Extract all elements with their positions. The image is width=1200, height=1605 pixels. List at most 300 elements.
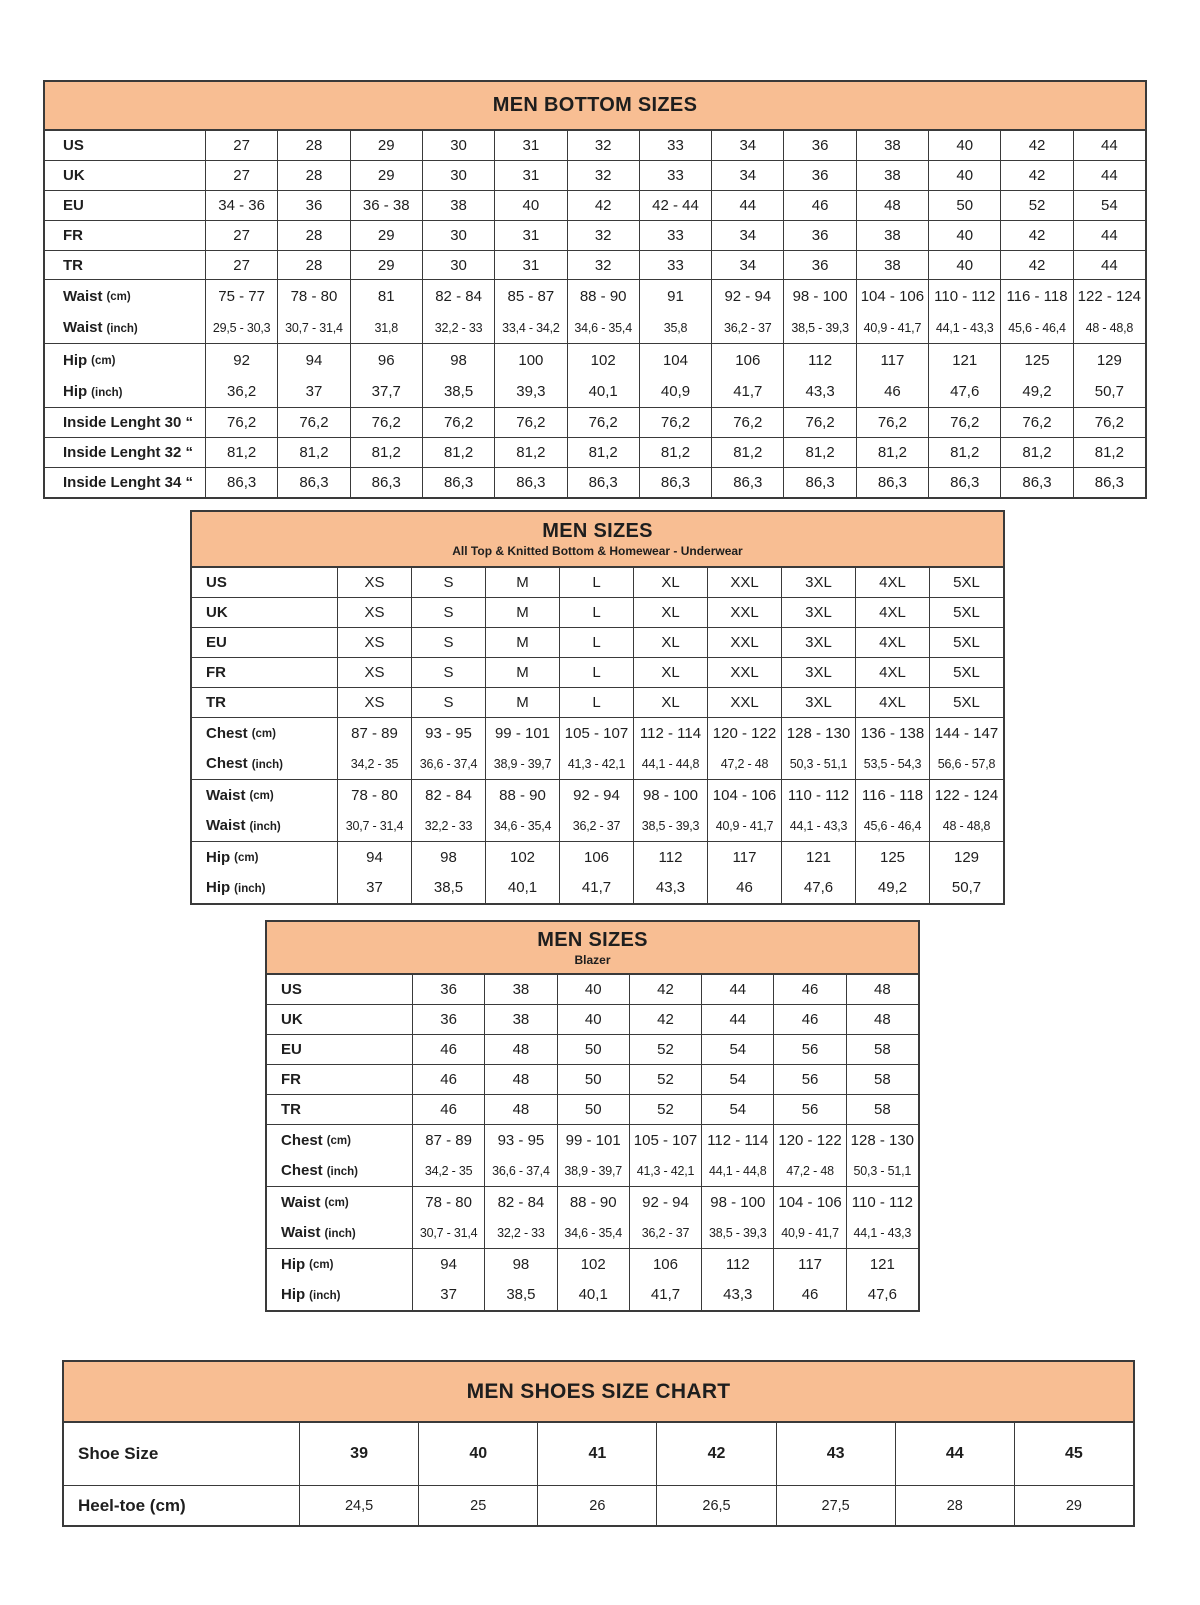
table-cell: 48 [846, 1005, 918, 1034]
table-cell: 58 [846, 1095, 918, 1124]
table-row [192, 873, 1003, 904]
table-cell: 37 [412, 1280, 484, 1311]
men-sizes-blazer-table [265, 920, 920, 1312]
table-cell: 92 - 94 [711, 280, 783, 312]
table-cell: 36,2 [205, 376, 277, 408]
table-cell: 31 [494, 251, 566, 280]
table-section [192, 779, 1003, 841]
table-cell: 4XL [855, 568, 929, 597]
table-cell: 81,2 [494, 438, 566, 467]
table-cell: 44 [1073, 161, 1145, 190]
table-cell: 40,1 [485, 873, 559, 904]
table-cell: 36 [783, 161, 855, 190]
table-cell: 34,6 - 35,4 [557, 1218, 629, 1249]
table-cell: 34 - 36 [205, 191, 277, 220]
table-cell: 105 - 107 [629, 1125, 701, 1156]
table-cell: 53,5 - 54,3 [855, 749, 929, 780]
table-section [192, 687, 1003, 717]
table-section [192, 597, 1003, 627]
table-row [192, 598, 1003, 627]
table-cell: 43,3 [633, 873, 707, 904]
table-row [45, 312, 1145, 344]
row-label-text: Hip [206, 848, 231, 866]
row-label-unit: (inch) [234, 882, 266, 895]
row-label-text: Hip [281, 1255, 306, 1273]
table-cell: 117 [856, 344, 928, 376]
table-cell: 98 - 100 [783, 280, 855, 312]
table-cell: 36,6 - 37,4 [411, 749, 485, 780]
table-cell: 4XL [855, 658, 929, 687]
table-cell: 46 [412, 1035, 484, 1064]
table-cell: 48 [484, 1095, 556, 1124]
table-cell: M [485, 658, 559, 687]
table-cell: 98 - 100 [633, 780, 707, 811]
table-cell: XL [633, 628, 707, 657]
table-section [267, 1124, 918, 1186]
row-label-unit: (inch) [309, 1289, 341, 1302]
table-section [45, 279, 1145, 343]
table-cell: 81,2 [277, 438, 349, 467]
table-cell: 99 - 101 [485, 718, 559, 749]
table-cell: 43 [776, 1423, 895, 1485]
table-cell: XS [337, 688, 411, 717]
table-cell: 29 [350, 131, 422, 160]
table-cell: 31 [494, 131, 566, 160]
row-label [192, 842, 337, 873]
table-cell: 38,5 [484, 1280, 556, 1311]
table-section [267, 1064, 918, 1094]
table-cell: L [559, 658, 633, 687]
table-cell: 102 [567, 344, 639, 376]
table-cell: 40 [928, 131, 1000, 160]
table-section [45, 131, 1145, 160]
table-cell: 128 - 130 [846, 1125, 918, 1156]
row-label-text: US [63, 136, 84, 154]
row-label-text: Inside Lenght 34 “ [63, 474, 194, 492]
row-label-text: UK [63, 166, 85, 184]
table-cell: 35,8 [639, 312, 711, 344]
table-cell: 42 [656, 1423, 775, 1485]
row-label-text: TR [281, 1101, 301, 1118]
table-cell: XXL [707, 658, 781, 687]
table-cell: 56 [773, 1035, 845, 1064]
table-cell: 36 [783, 251, 855, 280]
table-cell: 92 - 94 [559, 780, 633, 811]
table-cell: 47,6 [928, 376, 1000, 408]
table-cell: L [559, 598, 633, 627]
table-cell: 40 [557, 1005, 629, 1034]
table-cell: 117 [707, 842, 781, 873]
table-cell: 29 [350, 251, 422, 280]
men-sizes-top-underwear-header [192, 512, 1003, 568]
table-cell: 29,5 - 30,3 [205, 312, 277, 344]
table-cell: 46 [773, 975, 845, 1004]
table-row [45, 438, 1145, 467]
table-section [267, 1248, 918, 1310]
table-row [45, 408, 1145, 437]
table-cell: 29 [350, 161, 422, 190]
table-cell: 47,6 [846, 1280, 918, 1311]
table-cell: 81,2 [350, 438, 422, 467]
table-cell: 52 [629, 1035, 701, 1064]
table-cell: 76,2 [856, 408, 928, 437]
table-cell: 76,2 [928, 408, 1000, 437]
table-cell: 34,2 - 35 [412, 1156, 484, 1187]
table-cell: M [485, 688, 559, 717]
table-cell: 104 - 106 [773, 1187, 845, 1218]
table-cell: 50 [557, 1065, 629, 1094]
table-section [192, 627, 1003, 657]
row-label-unit: (inch) [326, 1165, 358, 1178]
row-label-text: US [281, 981, 302, 998]
table-section [267, 1186, 918, 1248]
table-cell: 34,6 - 35,4 [567, 312, 639, 344]
table-section [267, 1034, 918, 1064]
table-cell: XS [337, 568, 411, 597]
table-cell: 38,9 - 39,7 [557, 1156, 629, 1187]
table-cell: 32 [567, 131, 639, 160]
table-cell: 4XL [855, 598, 929, 627]
table-cell: 96 [350, 344, 422, 376]
table-cell: 81,2 [1073, 438, 1145, 467]
table-cell: M [485, 568, 559, 597]
table-cell: 27 [205, 251, 277, 280]
table-section [45, 160, 1145, 190]
table-cell: 50 [557, 1095, 629, 1124]
table-cell: 42 [1000, 251, 1072, 280]
table-cell: 28 [277, 161, 349, 190]
row-label-unit: (cm) [326, 1135, 351, 1148]
table-cell: 121 [846, 1249, 918, 1280]
table-cell: XXL [707, 598, 781, 627]
table-cell: 112 [633, 842, 707, 873]
table-cell: 29 [1014, 1486, 1133, 1525]
table-row [45, 251, 1145, 280]
table-cell: 81,2 [1000, 438, 1072, 467]
table-cell: 129 [929, 842, 1003, 873]
table-cell: S [411, 688, 485, 717]
table-cell: 5XL [929, 568, 1003, 597]
row-label [192, 658, 337, 687]
table-cell: 86,3 [350, 468, 422, 497]
row-label-text: Chest [206, 755, 248, 773]
table-cell: 82 - 84 [422, 280, 494, 312]
table-section [267, 975, 918, 1004]
table-cell: 34,6 - 35,4 [485, 811, 559, 842]
table-cell: 76,2 [422, 408, 494, 437]
table-cell: S [411, 658, 485, 687]
table-cell: 38,5 [411, 873, 485, 904]
table-cell: 58 [846, 1035, 918, 1064]
men-sizes-blazer-body [267, 975, 918, 1310]
table-cell: 81,2 [783, 438, 855, 467]
row-label-text: Waist [206, 786, 246, 804]
table-cell: 121 [928, 344, 1000, 376]
table-row [192, 749, 1003, 780]
table-cell: 40,9 - 41,7 [856, 312, 928, 344]
table-cell: 38,5 - 39,3 [783, 312, 855, 344]
row-label-text: UK [206, 604, 228, 621]
table-cell: 42 [629, 1005, 701, 1034]
table-cell: 93 - 95 [411, 718, 485, 749]
table-row [45, 191, 1145, 220]
row-label [267, 1095, 412, 1124]
table-section [45, 220, 1145, 250]
table-cell: 37 [277, 376, 349, 408]
table-cell: 45,6 - 46,4 [855, 811, 929, 842]
table-cell: 38 [484, 1005, 556, 1034]
table-cell: 76,2 [783, 408, 855, 437]
table-cell: 33 [639, 251, 711, 280]
table-cell: 48 [856, 191, 928, 220]
row-label-text: Inside Lenght 30 “ [63, 414, 194, 432]
table-cell: 78 - 80 [412, 1187, 484, 1218]
row-label-text: Hip [281, 1286, 306, 1304]
row-label-text: Waist [281, 1224, 321, 1242]
table-row [192, 780, 1003, 811]
table-row [267, 1065, 918, 1094]
men-sizes-top-underwear-body [192, 568, 1003, 903]
row-label-unit: (cm) [251, 728, 276, 741]
table-cell: 122 - 124 [929, 780, 1003, 811]
table-cell: 38,5 - 39,3 [633, 811, 707, 842]
table-cell: 36 [277, 191, 349, 220]
table-cell: 38 [856, 221, 928, 250]
row-label [267, 1005, 412, 1034]
table-cell: 34,2 - 35 [337, 749, 411, 780]
table-cell: XL [633, 658, 707, 687]
table-cell: 104 - 106 [707, 780, 781, 811]
table-cell: 116 - 118 [1000, 280, 1072, 312]
row-label [267, 1035, 412, 1064]
table-cell: 47,2 - 48 [773, 1156, 845, 1187]
table-cell: 42 [629, 975, 701, 1004]
table-cell: 34 [711, 221, 783, 250]
table-cell: 76,2 [711, 408, 783, 437]
table-cell: 37 [337, 873, 411, 904]
table-cell: 5XL [929, 628, 1003, 657]
table-cell: 104 [639, 344, 711, 376]
table-cell: 40,9 - 41,7 [707, 811, 781, 842]
table-cell: 36 [783, 221, 855, 250]
table-cell: 27 [205, 221, 277, 250]
table-cell: L [559, 628, 633, 657]
table-cell: 85 - 87 [494, 280, 566, 312]
table-cell: 28 [277, 131, 349, 160]
table-cell: 41,7 [711, 376, 783, 408]
row-label [64, 1486, 299, 1525]
table-cell: 38,5 - 39,3 [701, 1218, 773, 1249]
table-cell: 82 - 84 [484, 1187, 556, 1218]
table-cell: 102 [557, 1249, 629, 1280]
table-cell: 36 [412, 975, 484, 1004]
table-cell: 87 - 89 [337, 718, 411, 749]
row-label [45, 468, 205, 497]
table-cell: 36,2 - 37 [711, 312, 783, 344]
table-row [192, 658, 1003, 687]
table-cell: 36 - 38 [350, 191, 422, 220]
table-cell: 42 [567, 191, 639, 220]
row-label-unit: (inch) [324, 1227, 356, 1240]
table-cell: 43,3 [783, 376, 855, 408]
table-cell: 86,3 [1000, 468, 1072, 497]
table-cell: 86,3 [567, 468, 639, 497]
table-section [64, 1485, 1133, 1525]
table-cell: 81 [350, 280, 422, 312]
table-cell: XL [633, 688, 707, 717]
table-cell: 44 [1073, 131, 1145, 160]
row-label [45, 131, 205, 160]
table-row [267, 1187, 918, 1218]
row-label [192, 718, 337, 749]
row-label-text: Chest [281, 1162, 323, 1180]
table-cell: 75 - 77 [205, 280, 277, 312]
row-label [45, 312, 205, 344]
table-cell: 78 - 80 [337, 780, 411, 811]
table-cell: 44,1 - 44,8 [633, 749, 707, 780]
row-label-unit: (cm) [91, 355, 116, 368]
table-cell: 47,2 - 48 [707, 749, 781, 780]
row-label-text: TR [63, 256, 83, 274]
table-cell: 86,3 [783, 468, 855, 497]
table-cell: 49,2 [855, 873, 929, 904]
table-cell: 48 [484, 1035, 556, 1064]
table-cell: 5XL [929, 658, 1003, 687]
table-cell: 94 [277, 344, 349, 376]
table-cell: 45 [1014, 1423, 1133, 1485]
row-label [192, 568, 337, 597]
table-cell: 40 [418, 1423, 537, 1485]
table-cell: 117 [773, 1249, 845, 1280]
table-cell: 24,5 [299, 1486, 418, 1525]
men-shoes-size-chart-body [64, 1423, 1133, 1525]
table-section [192, 841, 1003, 903]
table-cell: 30,7 - 31,4 [412, 1218, 484, 1249]
row-label [45, 408, 205, 437]
table-subtitle: Blazer [574, 952, 611, 967]
table-cell: 33,4 - 34,2 [494, 312, 566, 344]
table-row [267, 1005, 918, 1034]
table-row [192, 568, 1003, 597]
table-cell: 30 [422, 131, 494, 160]
table-cell: 44,1 - 43,3 [928, 312, 1000, 344]
table-row [267, 1280, 918, 1311]
row-label [267, 1187, 412, 1218]
table-cell: 91 [639, 280, 711, 312]
table-cell: 28 [277, 221, 349, 250]
table-row [192, 842, 1003, 873]
table-row [45, 280, 1145, 312]
table-cell: 98 - 100 [701, 1187, 773, 1218]
row-label [45, 438, 205, 467]
table-row [45, 468, 1145, 497]
table-cell: 50 [557, 1035, 629, 1064]
table-cell: 76,2 [1073, 408, 1145, 437]
table-cell: 3XL [781, 598, 855, 627]
table-row [45, 161, 1145, 190]
table-cell: 40 [928, 221, 1000, 250]
table-cell: 46 [412, 1065, 484, 1094]
table-cell: 54 [701, 1065, 773, 1094]
table-cell: 50,7 [929, 873, 1003, 904]
table-cell: XXL [707, 688, 781, 717]
men-shoes-size-chart-table [62, 1360, 1135, 1527]
table-cell: 38,9 - 39,7 [485, 749, 559, 780]
table-cell: 30 [422, 251, 494, 280]
table-cell: S [411, 628, 485, 657]
table-cell: 32 [567, 161, 639, 190]
table-cell: 102 [485, 842, 559, 873]
table-cell: 52 [1000, 191, 1072, 220]
table-cell: 32,2 - 33 [411, 811, 485, 842]
table-section [192, 717, 1003, 779]
table-cell: 56,6 - 57,8 [929, 749, 1003, 780]
table-cell: 44 [1073, 221, 1145, 250]
table-cell: 81,2 [856, 438, 928, 467]
table-cell: 93 - 95 [484, 1125, 556, 1156]
table-cell: 81,2 [567, 438, 639, 467]
table-cell: 104 - 106 [856, 280, 928, 312]
table-cell: 44,1 - 44,8 [701, 1156, 773, 1187]
table-cell: 86,3 [494, 468, 566, 497]
table-title: MEN SHOES SIZE CHART [466, 1379, 731, 1403]
row-label-text: FR [206, 664, 226, 681]
men-sizes-top-underwear-table [190, 510, 1005, 905]
table-row [267, 1156, 918, 1187]
table-cell: 52 [629, 1095, 701, 1124]
table-cell: 32,2 - 33 [422, 312, 494, 344]
table-cell: 86,3 [205, 468, 277, 497]
table-cell: 27 [205, 161, 277, 190]
table-row [64, 1423, 1133, 1485]
table-cell: 86,3 [639, 468, 711, 497]
table-cell: 32 [567, 221, 639, 250]
table-cell: 112 - 114 [633, 718, 707, 749]
table-cell: 50,3 - 51,1 [781, 749, 855, 780]
table-row [64, 1486, 1133, 1525]
table-row [267, 1218, 918, 1249]
row-label-text: Waist [63, 319, 103, 337]
table-title: MEN SIZES [542, 520, 653, 542]
table-cell: 36,2 - 37 [629, 1218, 701, 1249]
table-cell: 39 [299, 1423, 418, 1485]
table-cell: 38 [856, 131, 928, 160]
table-cell: 40,9 - 41,7 [773, 1218, 845, 1249]
table-cell: 46 [773, 1280, 845, 1311]
row-label-text: Inside Lenght 32 “ [63, 444, 194, 462]
row-label [45, 376, 205, 408]
table-row [192, 718, 1003, 749]
table-cell: 32 [567, 251, 639, 280]
table-cell: 42 [1000, 221, 1072, 250]
table-cell: 38 [856, 251, 928, 280]
table-cell: 34 [711, 131, 783, 160]
table-cell: 27 [205, 131, 277, 160]
table-cell: 88 - 90 [557, 1187, 629, 1218]
row-label-text: Waist [206, 817, 246, 835]
table-section [45, 437, 1145, 467]
table-cell: 112 - 114 [701, 1125, 773, 1156]
men-bottom-sizes-header [45, 82, 1145, 131]
table-cell: 48 - 48,8 [929, 811, 1003, 842]
table-cell: 106 [711, 344, 783, 376]
table-cell: XS [337, 658, 411, 687]
table-cell: 41,3 - 42,1 [629, 1156, 701, 1187]
table-subtitle: All Top & Knitted Bottom & Homewear - Underwear [452, 544, 743, 558]
table-cell: 92 - 94 [629, 1187, 701, 1218]
row-label-text: Hip [206, 879, 231, 897]
table-cell: 29 [350, 221, 422, 250]
